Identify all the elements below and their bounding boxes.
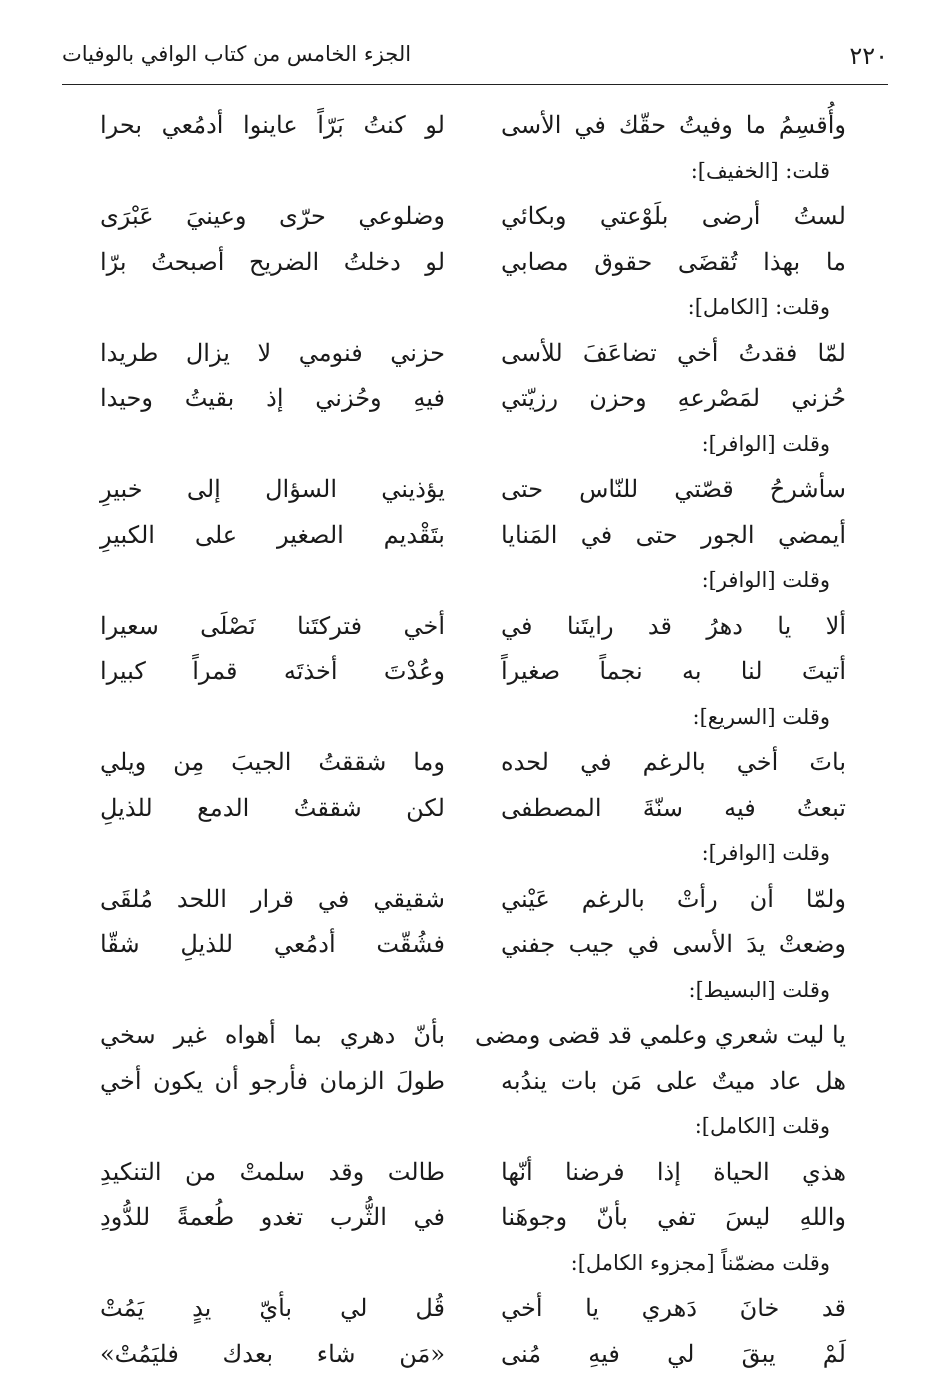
- second-hemistich: طولَ الزمان فأرجو أن يكون أخي: [100, 1066, 445, 1095]
- meter-label-line: [0, 965, 948, 1015]
- second-hemistich: يؤذيني السؤال إلى خبيرِ: [100, 475, 445, 503]
- meter-label-line: [0, 282, 948, 332]
- second-hemistich: فشُقّت أدمُعي للذيلِ شقّا: [100, 930, 445, 958]
- page-header: [62, 38, 888, 82]
- verse-line: [0, 1056, 948, 1106]
- meter-label-line: [0, 692, 948, 742]
- second-hemistich: وما شققتُ الجيبَ مِن ويلي: [100, 748, 445, 776]
- second-hemistich: في الثُّرب تغدو طُعمةً للدُّودِ: [100, 1203, 445, 1231]
- first-hemistich: تبعتُ فيه سنّةَ المصطفى: [501, 793, 846, 822]
- verse-line: [0, 919, 948, 969]
- first-hemistich: وأُقسِمُ ما وفيتُ حقّك في الأسى: [501, 111, 846, 139]
- first-hemistich: باتَ أخي بالرغم في لحده: [501, 748, 846, 776]
- verse-line: [0, 328, 948, 378]
- second-hemistich: «مَن شاء بعدك فليَمُتْ»: [100, 1339, 445, 1368]
- meter-label: وقلت مضمّناً [مجزوء الكامل]:: [570, 1250, 830, 1275]
- second-hemistich: حزني فنومي لا يزال طريدا: [100, 338, 445, 367]
- verse-line: [0, 510, 948, 560]
- second-hemistich: وعُدْتَ أخذتَه قمراً كبيرا: [100, 657, 445, 685]
- first-hemistich: هل عاد ميتٌ على مَن بات يندُبه: [501, 1066, 846, 1095]
- meter-label-line: [0, 419, 948, 469]
- verse-line: [0, 601, 948, 651]
- first-hemistich: حُزني لمَصْرعهِ وحزن رزيّتي: [501, 384, 846, 412]
- meter-label-line: [0, 1101, 948, 1151]
- first-hemistich: لَمْ يبقَ لي فيهِ مُنى: [501, 1339, 846, 1368]
- second-hemistich: لكن شققتُ الدمع للذيلِ: [100, 793, 445, 822]
- meter-label: وقلت [الكامل]:: [694, 1114, 830, 1138]
- second-hemistich: لو دخلتُ الضريح أصبحتُ برّا: [100, 247, 445, 276]
- verse-line: [0, 100, 948, 150]
- first-hemistich: سأشرحُ قصّتي للنّاس حتى: [501, 475, 846, 503]
- verse-line: [0, 1147, 948, 1197]
- meter-label: وقلت [البسيط]:: [688, 977, 830, 1002]
- meter-label: وقلت [الوافر]:: [701, 841, 830, 865]
- verse-line: [0, 1010, 948, 1060]
- verse-line: [0, 1192, 948, 1242]
- first-hemistich: ولمّا أن رأتْ بالرغم عَيْني: [501, 884, 846, 913]
- second-hemistich: أخي فتركتَنا نَصْلَى سعيرا: [100, 611, 445, 640]
- meter-label-line: [0, 1238, 948, 1288]
- verse-line: [0, 191, 948, 241]
- meter-label-line: [0, 555, 948, 605]
- meter-label: وقلت: [الكامل]:: [687, 295, 830, 319]
- verse-line: [0, 373, 948, 423]
- meter-label: وقلت [السريع]:: [692, 704, 830, 729]
- meter-label-line: [0, 828, 948, 878]
- header-rule: [62, 84, 888, 85]
- verse-line: [0, 783, 948, 833]
- second-hemistich: قُل لي بأيّ يدٍ يَمُتْ: [100, 1294, 445, 1322]
- first-hemistich: هذي الحياة إذا فرضنا أنّها: [501, 1157, 846, 1186]
- first-hemistich: واللهِ ليسَ تفي بأنّ وجوهَنا: [501, 1203, 846, 1231]
- second-hemistich: فيهِ وحُزني إذ بقيتُ وحيدا: [100, 384, 445, 412]
- verse-line: [0, 1283, 948, 1333]
- second-hemistich: طالت وقد سلمتْ من التنكيدِ: [100, 1157, 445, 1186]
- first-hemistich: ألا يا دهرُ قد رايتَنا في: [501, 611, 846, 640]
- first-hemistich: قد خانَ دَهري يا أخي: [501, 1294, 846, 1322]
- first-hemistich: ما بهذا تُقضَى حقوق مصابي: [501, 247, 846, 276]
- verse-line: [0, 737, 948, 787]
- meter-label-line: [0, 146, 948, 196]
- first-hemistich: وضعتْ يدَ الأسى في جيب جفني: [501, 930, 846, 958]
- second-hemistich: شقيقي في قرار اللحد مُلقَى: [100, 884, 445, 913]
- meter-label: وقلت [الوافر]:: [701, 568, 830, 592]
- second-hemistich: بتَقْديم الصغير على الكبيرِ: [100, 520, 445, 549]
- running-title: الجزء الخامس من كتاب الوافي بالوفيات: [62, 42, 412, 66]
- second-hemistich: لو كنتُ بَرّاً عاينوا أدمُعي بحرا: [100, 111, 445, 139]
- first-hemistich: لمّا فقدتُ أخي تضاعَفَ للأسى: [501, 338, 846, 367]
- meter-label: قلت: [الخفيف]:: [690, 158, 830, 183]
- first-hemistich: أيمضي الجور حتى في المَنايا: [501, 520, 846, 549]
- verse-line: [0, 1329, 948, 1379]
- verse-line: [0, 464, 948, 514]
- first-hemistich: لستُ أرضى بلَوْعتي وبكائي: [501, 202, 846, 230]
- page-number: ٢٢٠: [849, 42, 888, 70]
- first-hemistich: يا ليت شعري وعلمي قد قضى ومضى: [475, 1021, 846, 1049]
- verse-line: [0, 874, 948, 924]
- first-hemistich: أتيتَ لنا به نجماً صغيراً: [501, 657, 846, 685]
- verse-line: [0, 237, 948, 287]
- meter-label: وقلت [الوافر]:: [701, 431, 830, 456]
- second-hemistich: وضلوعي حرّى وعينيَ عَبْرَى: [100, 202, 445, 230]
- verse-line: [0, 646, 948, 696]
- second-hemistich: بأنّ دهري بما أهواه غير سخي: [100, 1021, 445, 1049]
